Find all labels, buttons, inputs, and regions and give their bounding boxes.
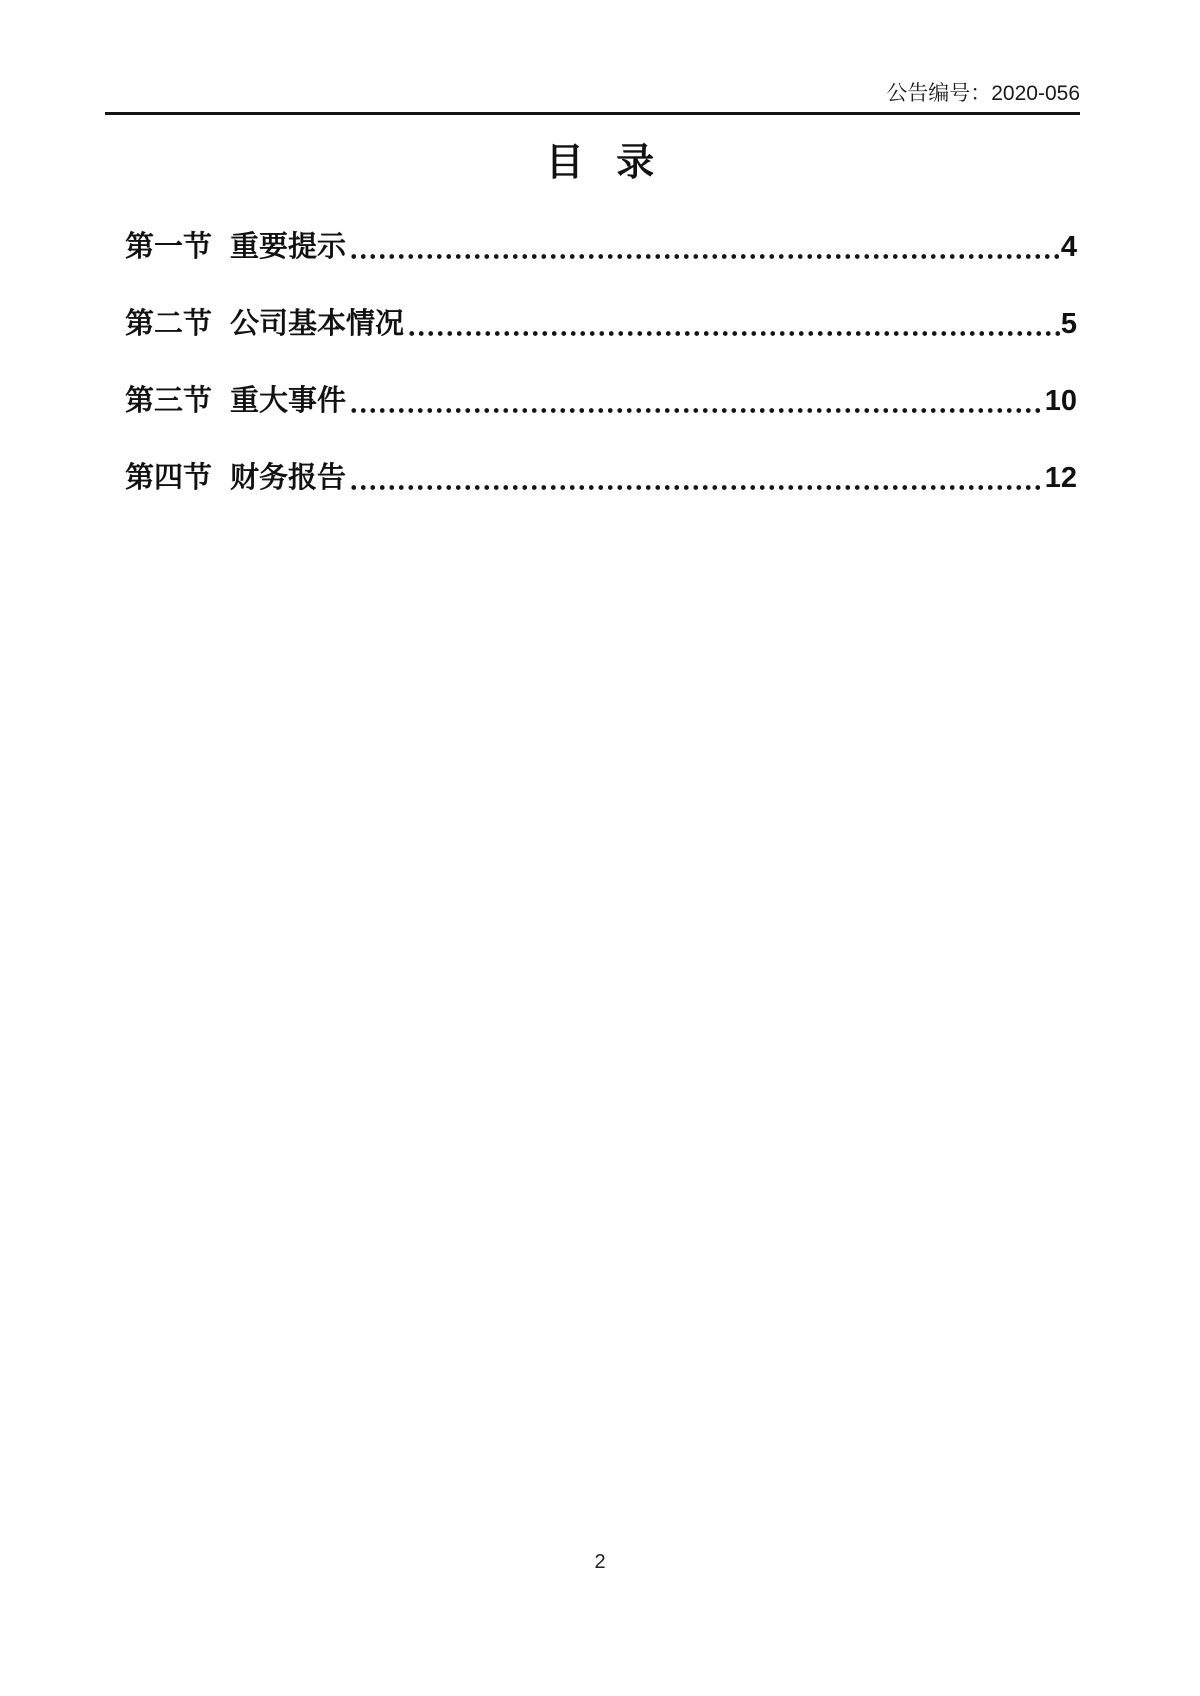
toc-entry[interactable] — [125, 231, 1077, 263]
toc-dot-leader — [349, 462, 1044, 494]
toc-entry-title: 公司基本情况 — [230, 308, 405, 340]
toc-dot-leader — [407, 308, 1060, 340]
toc-section-label: 第一节 — [125, 231, 213, 263]
toc-entry[interactable] — [125, 385, 1077, 417]
toc-page-number: 5 — [1060, 308, 1077, 340]
page-title: 目 录 — [545, 142, 655, 184]
toc-entry[interactable] — [125, 462, 1077, 494]
toc-page-number: 12 — [1044, 462, 1077, 494]
toc-page-number: 4 — [1060, 231, 1077, 263]
toc-section-label: 第三节 — [125, 385, 213, 417]
announcement-number: 公告编号：2020-056 — [886, 82, 1080, 105]
toc-entry-title: 财务报告 — [230, 462, 347, 494]
toc-section-label: 第四节 — [125, 462, 213, 494]
toc-dot-leader — [349, 385, 1044, 417]
toc-section-label: 第二节 — [125, 308, 213, 340]
toc-list — [125, 231, 1077, 539]
toc-entry-title: 重要提示 — [230, 231, 347, 263]
toc-page-number: 10 — [1044, 385, 1077, 417]
page-header — [105, 0, 1080, 115]
toc-entry[interactable] — [125, 308, 1077, 340]
footer-page-number: 2 — [594, 1551, 606, 1573]
toc-dot-leader — [349, 231, 1060, 263]
toc-entry-title: 重大事件 — [230, 385, 347, 417]
